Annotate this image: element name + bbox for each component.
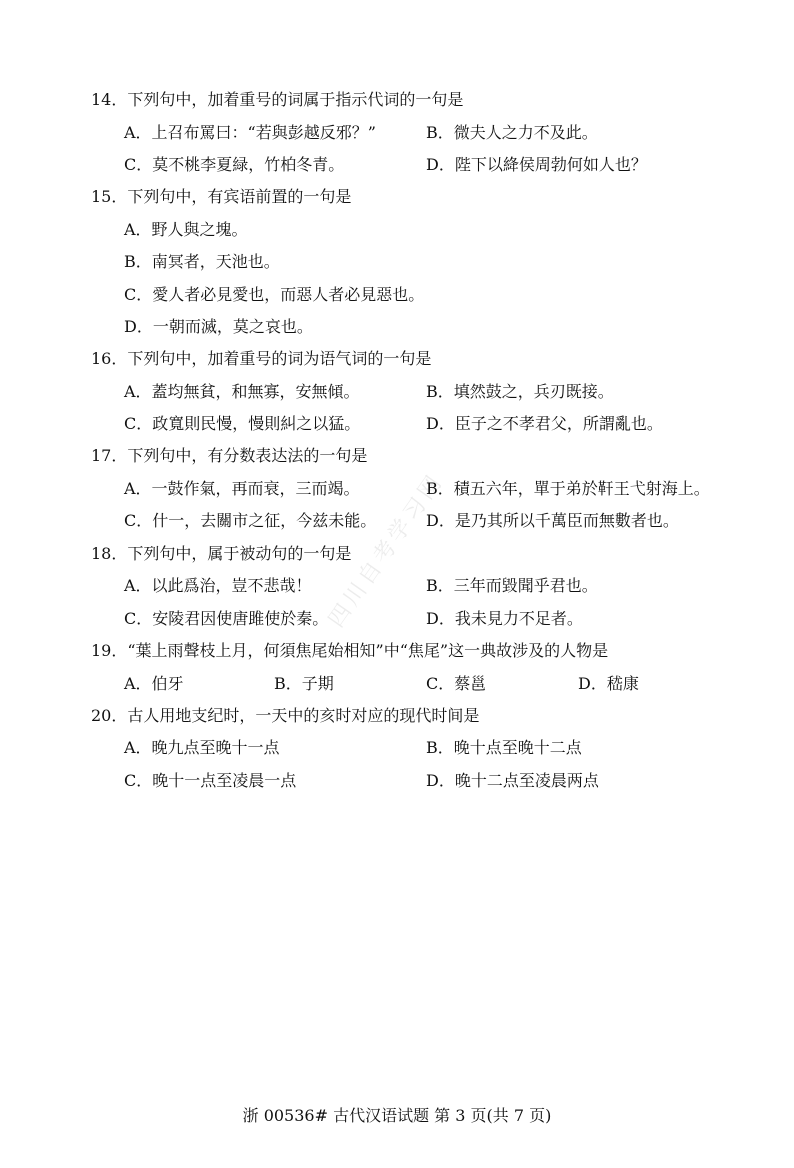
question-14-stem: 14．下列句中，加着重号的词属于指示代词的一句是 bbox=[91, 90, 464, 109]
question-17-option-b: B．積五六年，單于弟於靬王弋射海上。 bbox=[426, 479, 710, 498]
question-16-option-c: C．政寬則民慢，慢則糾之以猛。 bbox=[124, 414, 361, 433]
question-18-option-d: D．我未見力不足者。 bbox=[426, 609, 583, 628]
question-14-option-b: B．微夫人之力不及此。 bbox=[426, 123, 598, 142]
question-19-option-d: D．嵇康 bbox=[578, 674, 639, 693]
question-15-option-d: D．一朝而滅，莫之哀也。 bbox=[124, 317, 313, 336]
question-18-option-b: B．三年而毀聞乎君也。 bbox=[426, 576, 598, 595]
page-footer: 浙 00536# 古代汉语试题 第 3 页(共 7 页) bbox=[242, 1106, 552, 1125]
question-17-option-c: C．什一，去關市之征，今兹未能。 bbox=[124, 511, 377, 530]
question-20-option-a: A．晚九点至晚十一点 bbox=[124, 738, 280, 757]
question-20-option-d: D．晚十二点至凌晨两点 bbox=[426, 771, 599, 790]
question-20-stem: 20．古人用地支纪时，一天中的亥时对应的现代时间是 bbox=[91, 706, 480, 725]
question-17-stem: 17．下列句中，有分数表达法的一句是 bbox=[91, 446, 368, 465]
question-18-stem: 18．下列句中，属于被动句的一句是 bbox=[91, 544, 352, 563]
question-18-option-c: C．安陵君因使唐雎使於秦。 bbox=[124, 609, 329, 628]
question-15-option-a: A．野人與之塊。 bbox=[124, 220, 248, 239]
question-15-option-b: B．南冥者，天池也。 bbox=[124, 252, 280, 271]
question-14-option-d: D．陛下以絳侯周勃何如人也？ bbox=[426, 155, 647, 174]
question-16-option-b: B．填然鼓之，兵刃既接。 bbox=[426, 382, 614, 401]
question-14-option-c: C．莫不桃李夏緑，竹柏冬青。 bbox=[124, 155, 345, 174]
question-15-option-c: C．愛人者必見愛也，而惡人者必見惡也。 bbox=[124, 285, 425, 304]
question-19-option-b: B．子期 bbox=[274, 674, 334, 693]
question-17-option-d: D．是乃其所以千萬臣而無數者也。 bbox=[426, 511, 679, 530]
question-17-option-a: A．一鼓作氣，再而衰，三而竭。 bbox=[124, 479, 360, 498]
question-19-stem: 19．“葉上雨聲枝上月，何須焦尾始相知”中“焦尾”这一典故涉及的人物是 bbox=[91, 641, 609, 660]
watermark: 四川自考学习网 bbox=[324, 468, 449, 633]
question-14-option-a: A．上召布罵曰：“若與彭越反邪？” bbox=[124, 123, 376, 142]
question-20-option-c: C．晚十一点至凌晨一点 bbox=[124, 771, 297, 790]
question-15-stem: 15．下列句中，有宾语前置的一句是 bbox=[91, 187, 352, 206]
question-16-option-d: D．臣子之不孝君父，所謂亂也。 bbox=[426, 414, 663, 433]
question-16-option-a: A．蓋均無貧，和無寡，安無傾。 bbox=[124, 382, 360, 401]
question-20-option-b: B．晚十点至晚十二点 bbox=[426, 738, 582, 757]
question-19-option-a: A．伯牙 bbox=[124, 674, 184, 693]
question-16-stem: 16．下列句中，加着重号的词为语气词的一句是 bbox=[91, 349, 432, 368]
question-19-option-c: C．蔡邕 bbox=[426, 674, 487, 693]
question-18-option-a: A．以此爲治，豈不悲哉！ bbox=[124, 576, 312, 595]
